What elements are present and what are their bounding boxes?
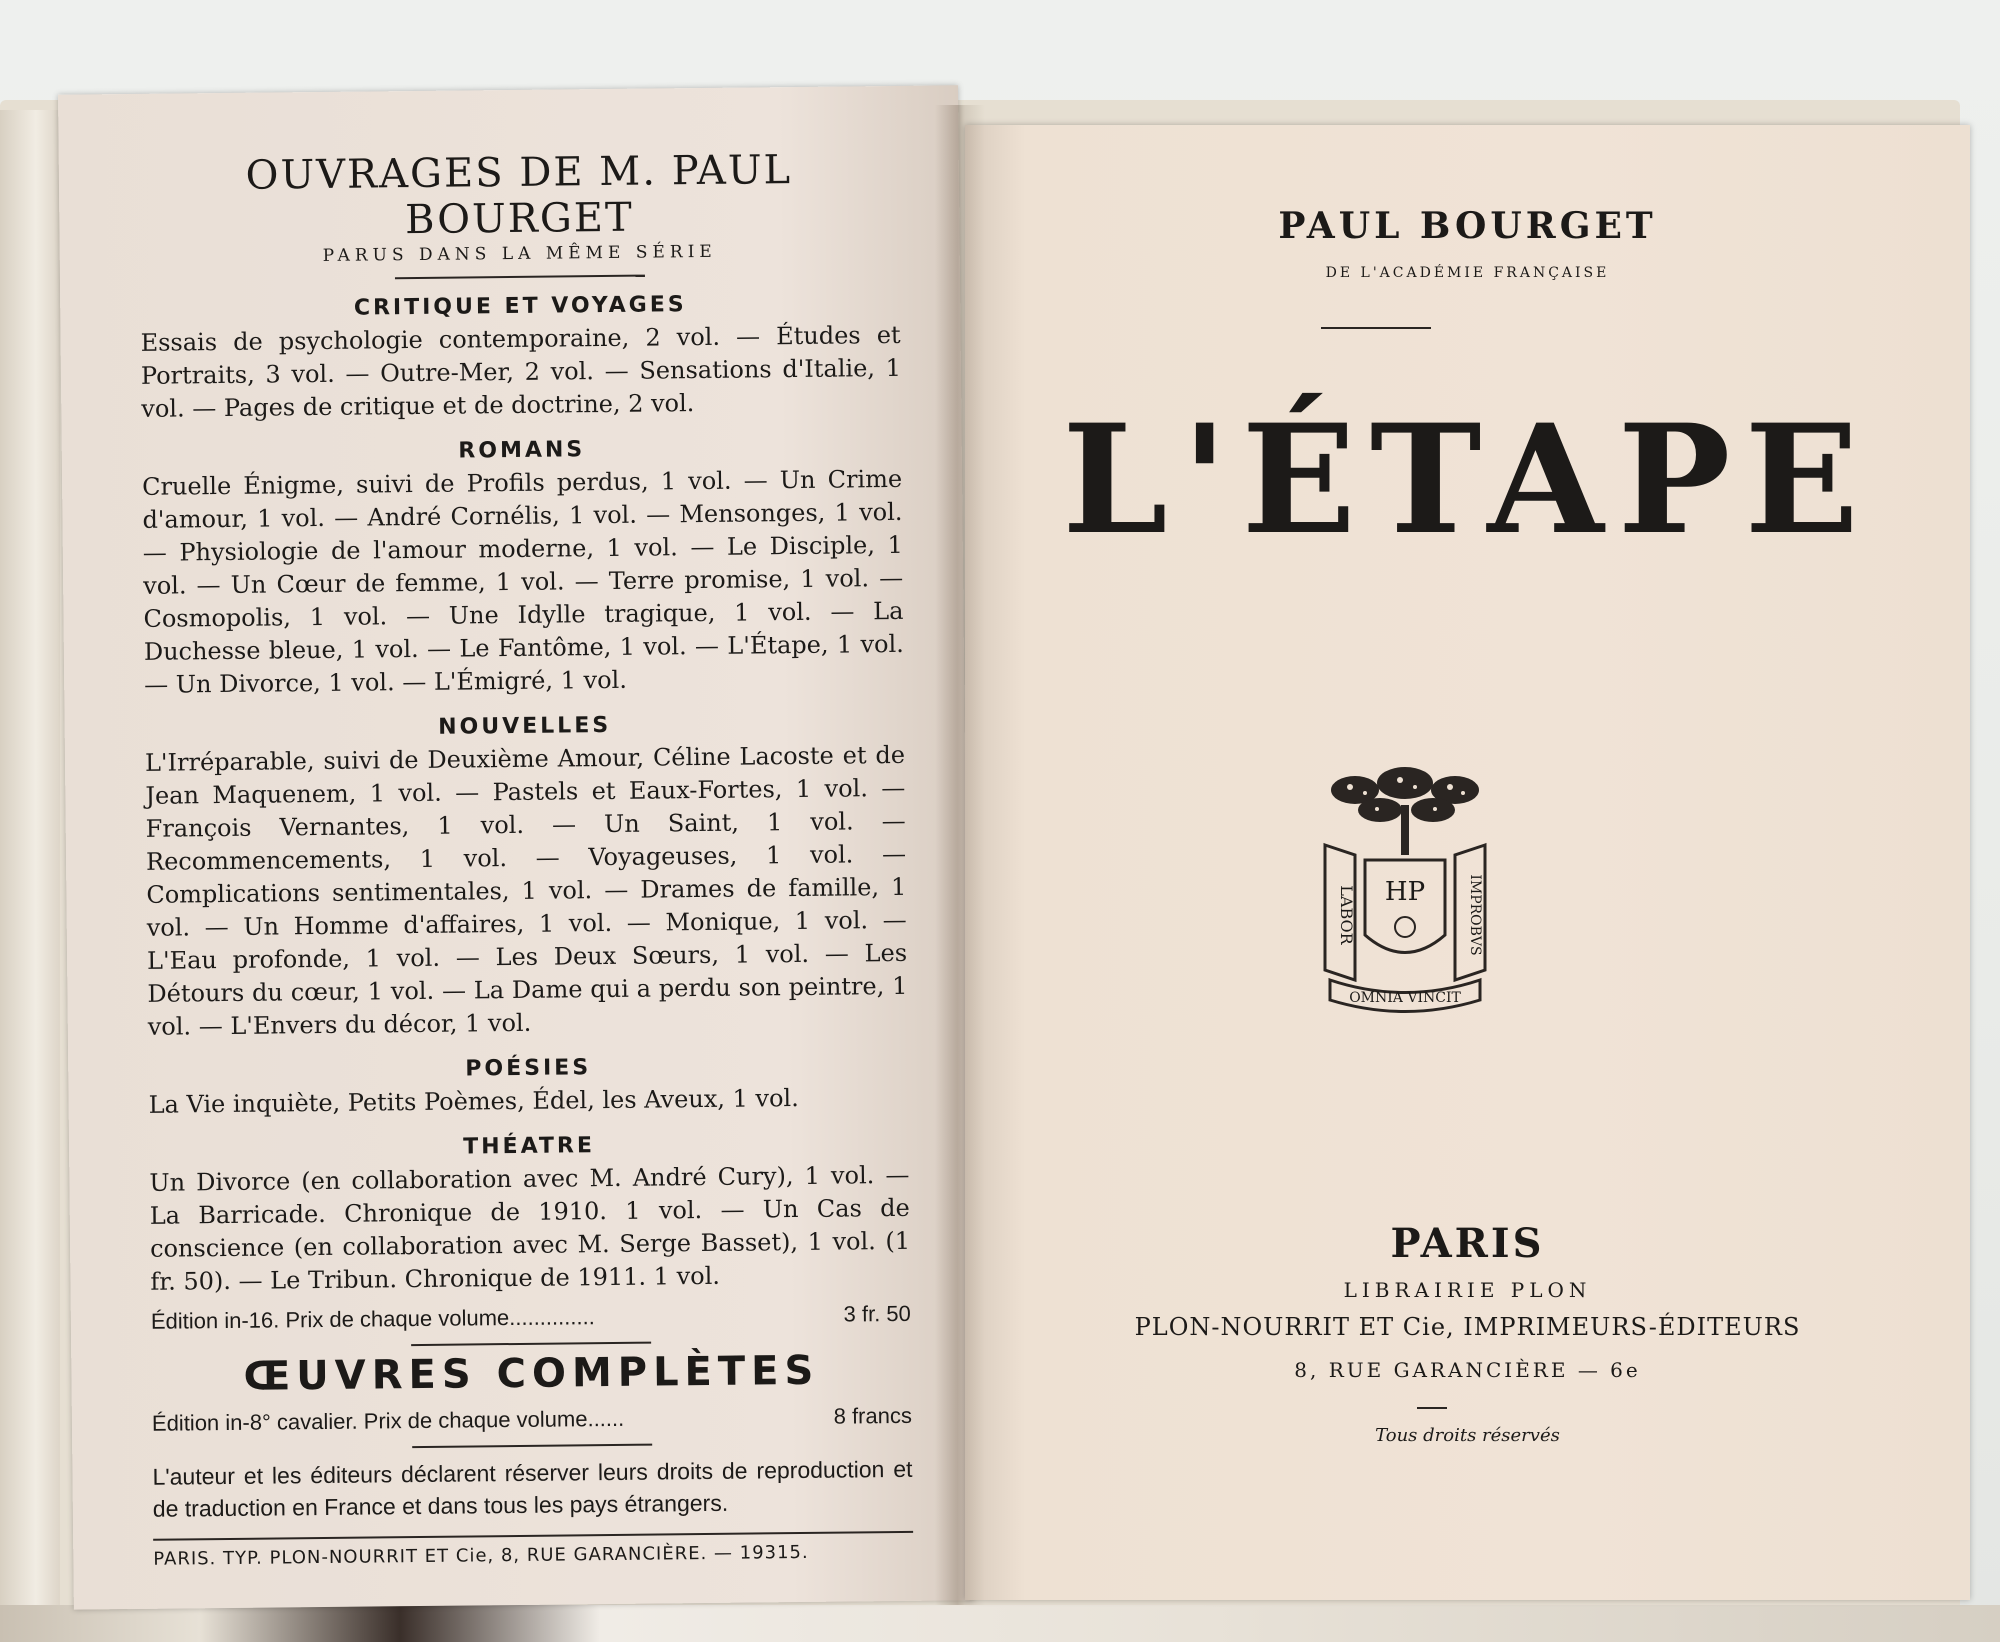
section-heading-critique: CRITIQUE ET VOYAGES (353, 292, 687, 321)
emblem-ribbon-left: LABOR (1337, 885, 1356, 945)
section-heading-romans: ROMANS (458, 437, 586, 464)
book-title: L'ÉTAPE (1062, 392, 1873, 568)
left-page (58, 85, 974, 1609)
oeuvres-completes-heading: ŒUVRES COMPLÈTES (243, 1347, 820, 1400)
price-in16-label: Édition in-16. Prix de chaque volume.............. (150, 1304, 595, 1334)
printers-name: PLON-NOURRIT ET Cie, IMPRIMEURS-ÉDITEURS (1134, 1313, 1801, 1341)
emblem-monogram: HP (1384, 877, 1426, 907)
price-in8-label: Édition in-8° cavalier. Prix de chaque volume...... (151, 1405, 625, 1436)
price-in16-value: 3 fr. 50 (843, 1300, 911, 1327)
divider (395, 275, 645, 280)
divider (1321, 327, 1431, 329)
divider (411, 1342, 651, 1347)
emblem-ribbon-right: IMPROBVS (1467, 874, 1483, 956)
book-bottom-edge (0, 1605, 2000, 1642)
title-page (965, 125, 1970, 1600)
rights-reserved: Tous droits réservés (1375, 1425, 1560, 1446)
section-body-theatre: Un Divorce (en collaboration avec M. André Cury), 1 vol. — La Barricade. Chronique de 1910. 1 vol. — Un Cas de conscience (en collaboration avec M. Serge Basset), 1 vol. (1 fr. 50). — Le Tribun. Chronique de 1911. 1 vol. (149, 1160, 911, 1296)
price-line-in16 (151, 1301, 911, 1335)
publication-city: PARIS (1390, 1220, 1545, 1267)
works-subtitle: PARUS DANS LA MÊME SÉRIE (322, 241, 717, 266)
divider (1417, 1407, 1447, 1409)
section-body-critique: Essais de psychologie contemporaine, 2 vol. — Études et Portraits, 3 vol. — Outre-Mer, 2 vol. — Sensations d'Italie, 1 vol. — Pages de critique et de doctrine, 2 vol. (140, 320, 902, 423)
section-body-poesies: La Vie inquiète, Petits Poèmes, Édel, les Aveux, 1 vol. (148, 1084, 799, 1119)
price-in8-value: 8 francs (833, 1402, 913, 1429)
rights-notice: L'auteur et les éditeurs déclarent réserver leurs droits de reproduction et de traduction en France et dans tous les pays étrangers. (152, 1455, 913, 1522)
author-affiliation: DE L'ACADÉMIE FRANÇAISE (1325, 265, 1610, 281)
section-heading-nouvelles: NOUVELLES (438, 712, 612, 740)
author-name: PAUL BOURGET (1278, 205, 1657, 247)
works-list (139, 146, 914, 1570)
publisher-name: LIBRAIRIE PLON (1343, 1278, 1592, 1302)
divider (153, 1531, 913, 1541)
section-heading-poesies: POÉSIES (465, 1055, 592, 1082)
printer-imprint: PARIS. TYP. PLON-NOURRIT ET Cie, 8, RUE GARANCIÈRE. — 19315. (153, 1541, 809, 1570)
divider (412, 1444, 652, 1449)
book-spine-edge (0, 110, 60, 1610)
publisher-emblem (1315, 765, 1495, 1015)
section-heading-theatre: THÉATRE (463, 1133, 596, 1160)
section-body-romans: Cruelle Énigme, suivi de Profils perdus, 1 vol. — Un Crime d'amour, 1 vol. — André Cornélis, 1 vol. — Mensonges, 1 vol. — Physiologie de l'amour moderne, 1 vol. — Le Disciple, 1 vol. — Un Cœur de femme, 1 vol. — Terre promise, 1 vol. — Cosmopolis, 1 vol. — Une Idylle tragique, 1 vol. — La Duchesse bleue, 1 vol. — Le Fantôme, 1 vol. — L'Étape, 1 vol. — Un Divorce, 1 vol. — L'Émigré, 1 vol. (141, 464, 904, 699)
book-gutter (935, 105, 985, 1605)
emblem-ribbon-bottom: OMNIA VINCIT (1349, 990, 1461, 1006)
publisher-address: 8, RUE GARANCIÈRE — 6e (1294, 1358, 1641, 1382)
works-title: OUVRAGES DE M. PAUL BOURGET (245, 147, 793, 244)
price-line-in8 (152, 1403, 912, 1437)
section-body-nouvelles: L'Irréparable, suivi de Deuxième Amour, Céline Lacoste et de Jean Maquenem, 1 vol. — Pastels et Eaux-Fortes, 1 vol. — François Vernantes, 1 vol. — Un Saint, 1 vol. — Recommencements, 1 vol. — Voyageuses, 1 vol. — Complications sentimentales, 1 vol. — Drames de famille, 1 vol. — Un Homme d'affaires, 1 vol. — Monique, 1 vol. — L'Eau profonde, 1 vol. — Les Deux Sœurs, 1 vol. — Les Détours du cœur, 1 vol. — La Dame qui a perdu son peintre, 1 vol. — L'Envers du décor, 1 vol. (144, 740, 908, 1041)
